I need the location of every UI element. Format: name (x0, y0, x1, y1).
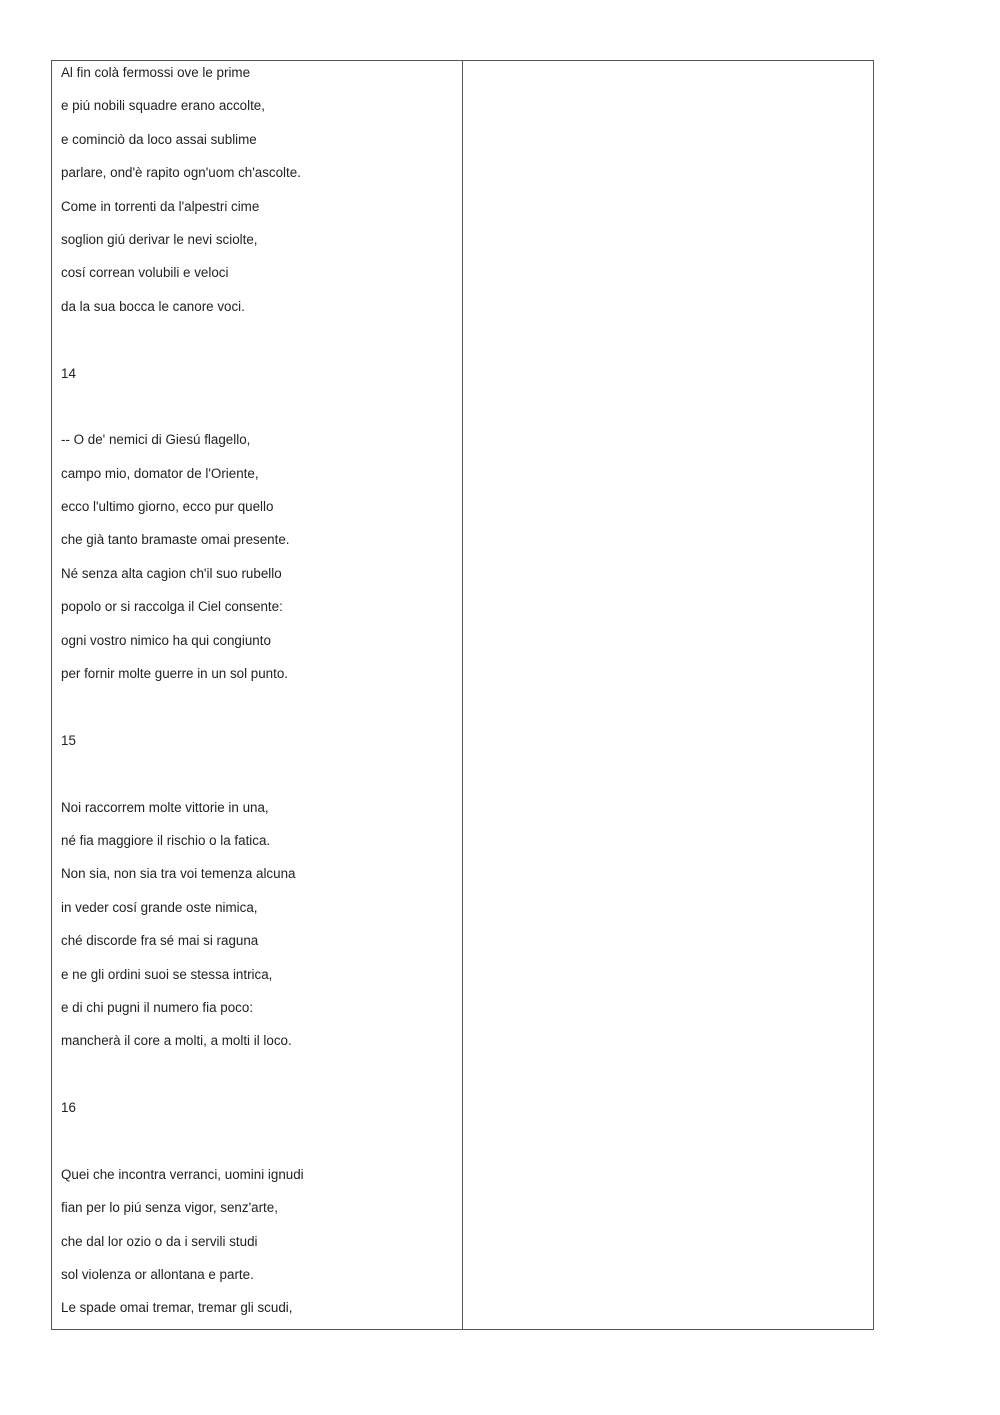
verse-line: Né senza alta cagion ch'il suo rubello (61, 565, 282, 581)
stanza-number: 16 (61, 1100, 76, 1116)
two-column-table (51, 60, 874, 1330)
verse-line: soglion giú derivar le nevi sciolte, (61, 231, 258, 247)
verse-line: per fornir molte guerre in un sol punto. (61, 666, 289, 682)
blank-line (61, 330, 304, 363)
verse-line: -- O de' nemici di Giesú flagello, (61, 432, 251, 448)
verse-line: e di chi pugni il numero fia poco: (61, 999, 254, 1015)
blank-line (61, 1065, 304, 1098)
verse-line: in veder cosí grande oste nimica, (61, 899, 258, 915)
blank-line (61, 764, 304, 797)
blank-line (61, 697, 304, 730)
blank-line (61, 1132, 304, 1165)
verse-line: Noi raccorrem molte vittorie in una, (61, 799, 269, 815)
verse-line: sol violenza or allontana e parte. (61, 1267, 254, 1283)
verse-line: da la sua bocca le canore voci. (61, 298, 245, 314)
verse-line: Le spade omai tremar, tremar gli scudi, (61, 1300, 293, 1316)
stanza-number: 14 (61, 365, 76, 381)
left-column (52, 61, 463, 1329)
verse-line: ogni vostro nimico ha qui congiunto (61, 632, 271, 648)
right-column (463, 61, 873, 1329)
verse-line: e piú nobili squadre erano accolte, (61, 98, 265, 114)
verse-line: fian per lo piú senza vigor, senz'arte, (61, 1200, 278, 1216)
blank-line (61, 397, 304, 430)
verse-line: che dal lor ozio o da i servili studi (61, 1233, 258, 1249)
verse-line: popolo or si raccolga il Ciel consente: (61, 599, 283, 615)
verse-line: e cominciò da loco assai sublime (61, 131, 257, 147)
verse-line: che già tanto bramaste omai presente. (61, 532, 290, 548)
verse-lines (61, 63, 304, 1329)
verse-line: e ne gli ordini suoi se stessa intrica, (61, 966, 273, 982)
stanza-number: 15 (61, 732, 76, 748)
verse-line: né fia maggiore il rischio o la fatica. (61, 832, 271, 848)
verse-line: campo mio, domator de l'Oriente, (61, 465, 259, 481)
verse-line: parlare, ond'è rapito ogn'uom ch'ascolte. (61, 165, 301, 181)
verse-line: ecco l'ultimo giorno, ecco pur quello (61, 499, 274, 515)
verse-line: Al fin colà fermossi ove le prime (61, 65, 251, 80)
verse-line: Non sia, non sia tra voi temenza alcuna (61, 866, 296, 882)
verse-line: mancherà il core a molti, a molti il loco. (61, 1033, 292, 1049)
verse-line: Come in torrenti da l'alpestri cime (61, 198, 260, 214)
verse-line: ché discorde fra sé mai si raguna (61, 933, 259, 949)
verse-line: cosí correan volubili e veloci (61, 265, 229, 281)
verse-line: Quei che incontra verranci, uomini ignudi (61, 1166, 304, 1182)
